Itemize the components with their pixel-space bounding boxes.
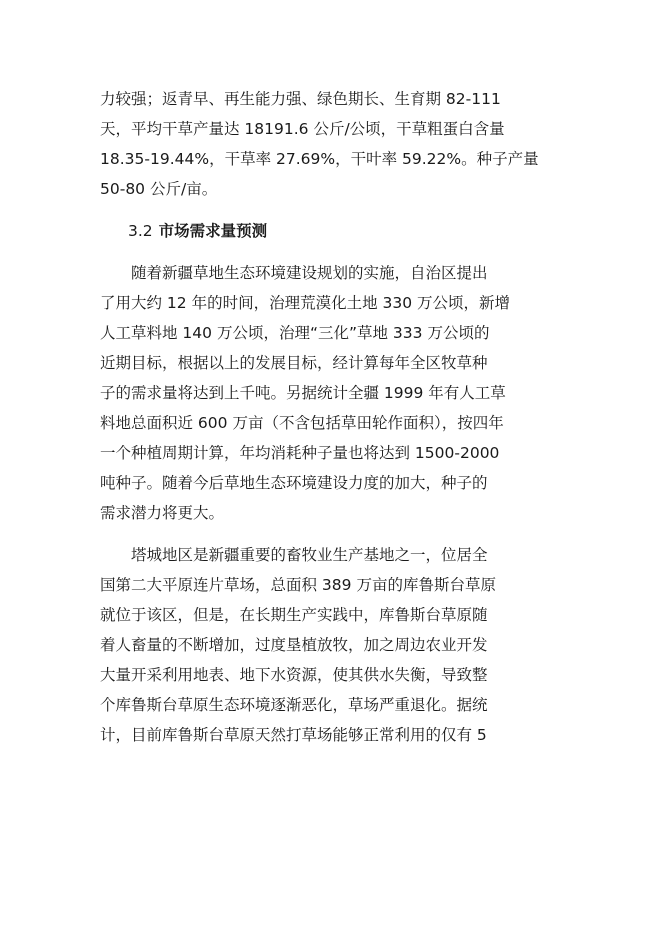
document-body bbox=[100, 84, 546, 762]
text-line: 50-80 公斤/亩。 bbox=[100, 180, 218, 198]
text-line: 吨种子。随着今后草地生态环境建设力度的加大，种子的 bbox=[100, 474, 488, 492]
text-line: 计，目前库鲁斯台草原天然打草场能够正常利用的仅有 5 bbox=[100, 726, 487, 744]
section-title: 市场需求量预测 bbox=[158, 222, 268, 240]
text-line: 一个种植周期计算，年均消耗种子量也将达到 1500-2000 bbox=[100, 444, 500, 462]
text-line: 国第二大平原连片草场，总面积 389 万亩的库鲁斯台草原 bbox=[100, 576, 496, 594]
paragraph-2 bbox=[100, 258, 546, 528]
paragraph-1 bbox=[100, 84, 546, 204]
text-line: 塔城地区是新疆重要的畜牧业生产基地之一，位居全 bbox=[131, 546, 488, 564]
text-line: 就位于该区，但是，在长期生产实践中，库鲁斯台草原随 bbox=[100, 606, 488, 624]
text-line: 人工草料地 140 万公顷，治理“三化”草地 333 万公顷的 bbox=[100, 324, 490, 342]
text-line: 大量开采利用地表、地下水资源，使其供水失衡，导致整 bbox=[100, 666, 488, 684]
paragraph-3 bbox=[100, 540, 546, 750]
text-line: 了用大约 12 年的时间，治理荒漠化土地 330 万公顷，新增 bbox=[100, 294, 511, 312]
text-line: 随着新疆草地生态环境建设规划的实施，自治区提出 bbox=[131, 264, 488, 282]
text-line: 料地总面积近 600 万亩（不含包括草田轮作面积），按四年 bbox=[100, 414, 504, 432]
text-line: 着人畜量的不断增加，过度垦植放牧，加之周边农业开发 bbox=[100, 636, 488, 654]
section-number: 3.2 bbox=[128, 222, 153, 240]
text-line: 个库鲁斯台草原生态环境逐渐恶化，草场严重退化。据统 bbox=[100, 696, 488, 714]
text-line: 子的需求量将达到上千吨。另据统计全疆 1999 年有人工草 bbox=[100, 384, 506, 402]
text-line: 18.35-19.44%，干草率 27.69%，干叶率 59.22%。种子产量 bbox=[100, 150, 539, 168]
text-line: 天，平均干草产量达 18191.6 公斤/公顷，干草粗蛋白含量 bbox=[100, 120, 505, 138]
text-line: 需求潜力将更大。 bbox=[100, 504, 225, 522]
section-heading bbox=[100, 216, 546, 246]
text-line: 近期目标，根据以上的发展目标，经计算每年全区牧草种 bbox=[100, 354, 488, 372]
text-line: 力较强；返青早、再生能力强、绿色期长、生育期 82-111 bbox=[100, 90, 501, 108]
